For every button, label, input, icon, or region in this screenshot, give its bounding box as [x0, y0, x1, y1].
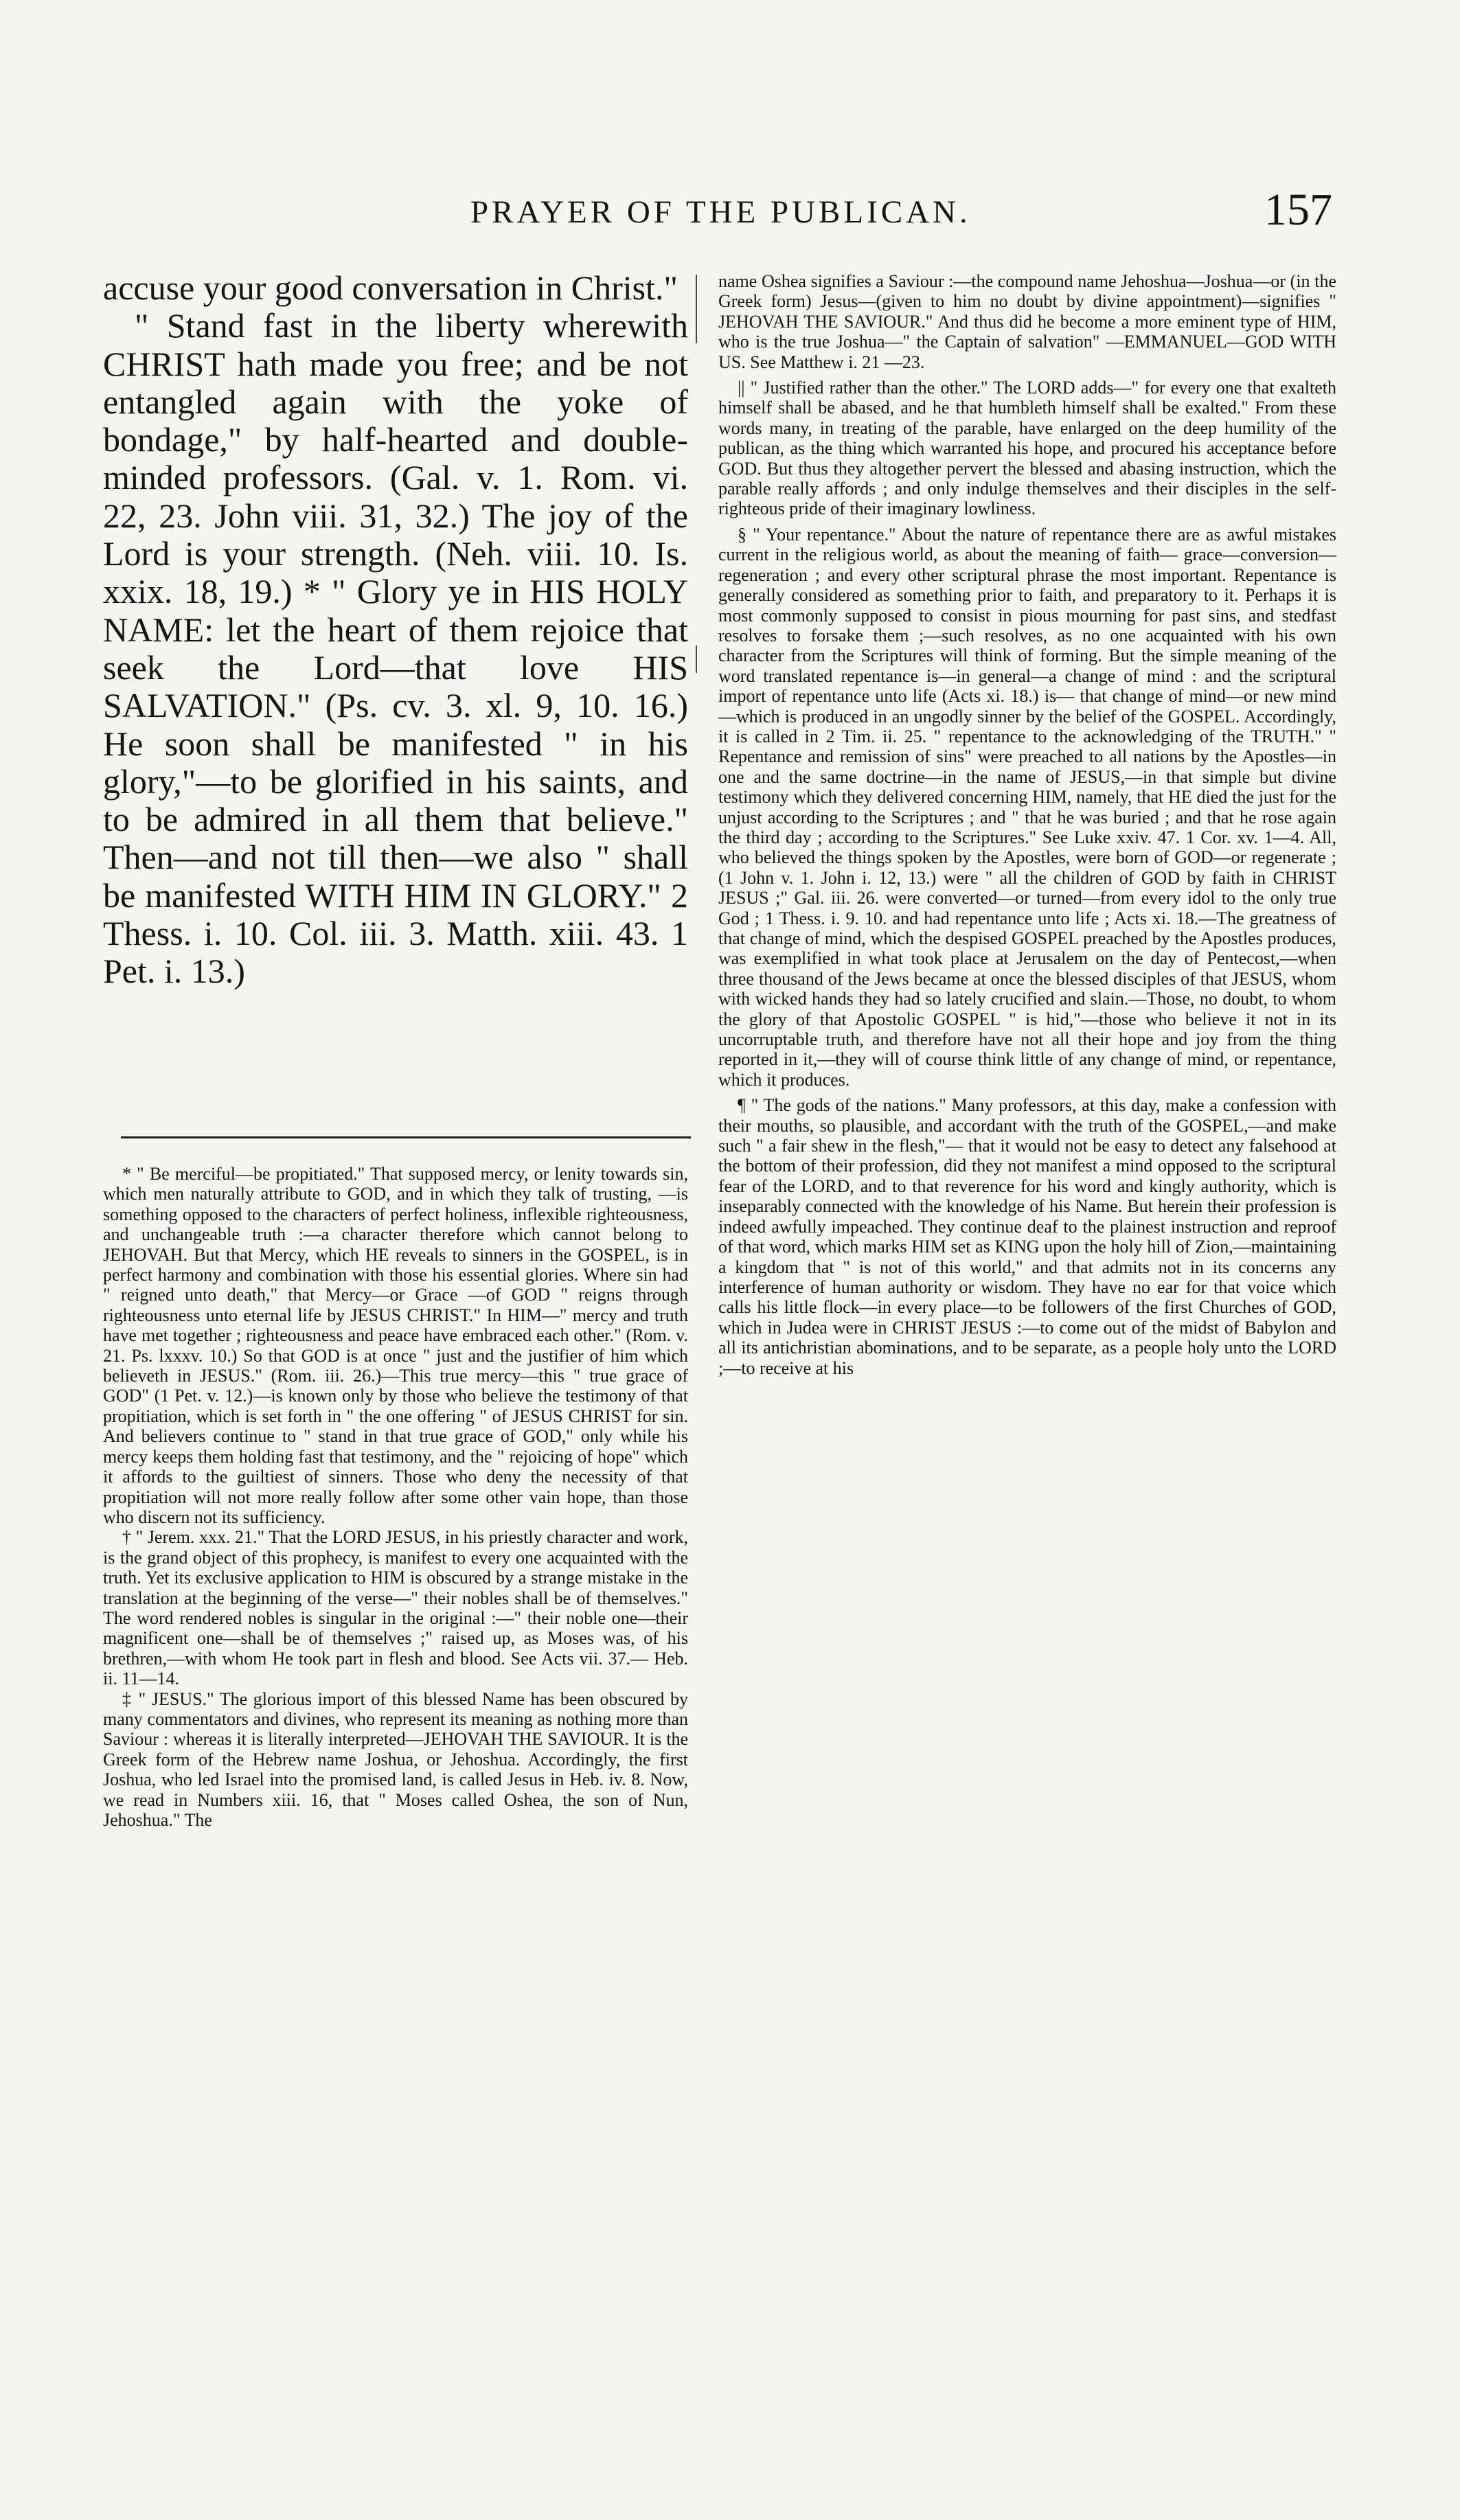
page-header — [103, 185, 1332, 255]
gutter-mark — [696, 275, 701, 343]
main-text-column — [103, 269, 688, 991]
footnotes-right-column — [718, 271, 1336, 1378]
footnote: † " Jerem. xxx. 21." That the LORD JESUS, in his priestly character and work, is the grand object of this prophecy, is manifest to every one acquainted with the truth. Yet its exclusive application to HIM is obscured by a strange mistake in the translation at the beginning of the verse—" their nobles shall be of themselves." The word rendered nobles is singular in the original :—" their noble one—their magnificent one—shall be of themselves ;" raised up, as Moses was, of his brethren,—with whom He took part in flesh and blood. See Acts vii. 37.— Heb. ii. 11—14. — [103, 1527, 688, 1689]
footnotes-left-column — [103, 1164, 688, 1830]
footnote: ¶ " The gods of the nations." Many professors, at this day, make a confession with their mouths, so plausible, and accordant with the truth of the GOSPEL,—and make such " a fair shew in the flesh,"— that it would not be easy to detect any falsehood at the bottom of their profession, did they not manifest a mind opposed to the scriptural fear of the LORD, and to that reverence for his word and kingly authority, which is inseparably connected with the knowledge of his Name. But herein their profession is indeed awfully impeached. They continue deaf to the plainest instruction and reproof of that word, which marks HIM set as KING upon the holy hill of Zion,—maintaining a kingdom that " is not of this world," and that admits not in its concerns any interference of human authority or wisdom. They have no ear for that voice which calls his little flock—in every place—to be followers of the first Churches of GOD, which in Judea were in CHRIST JESUS :—to come out of the midst of Babylon and all its antichristian abominations, and to be separate, as a people holy unto the LORD ;—to receive at his — [718, 1095, 1336, 1378]
footnote: name Oshea signifies a Saviour :—the compound name Jehoshua—Joshua—or (in the Greek form) Jesus—(given to him no doubt by divine appointment)—signifies " JEHOVAH THE SAVIOUR." And thus did he become a more eminent type of HIM, who is the true Joshua—" the Captain of salvation" —EMMANUEL—GOD WITH US. See Matthew i. 21 —23. — [718, 271, 1336, 372]
main-paragraph: accuse your good conversation in Christ." — [103, 268, 678, 307]
footnote-rule — [121, 1136, 691, 1138]
footnote: § " Your repentance." About the nature of repentance there are as awful mistakes current in the religious world, as about the meaning of faith— grace—conversion—regeneration ; and every other scriptural phrase the most important. Repentance is generally considered as something prior to faith, and preparatory to it. Perhaps it is most commonly supposed to consist in pious mourning for past sins, and stedfast resolves to forsake them ;—such resolves, as no one acquainted with his own character from the Scriptures will think of forming. But the simple meaning of the word translated repentance is—in general—a change of mind : and the scriptural import of repentance unto life (Acts xi. 18.) is— that change of mind—or new mind—which is produced in an ungodly sinner by the belief of the GOSPEL. Accordingly, it is called in 2 Tim. ii. 25. " repentance to the acknowledging of the TRUTH." " Repentance and remission of sins" were preached to all nations by the Apostles—in one and the same doctrine—in the name of JESUS,—in that simple but divine testimony which they delivered concerning HIM, namely, that HE died the just for the unjust according to the Scriptures ; and " that he was buried ; and that he rose again the third day ; according to the Scriptures." See Luke xxiv. 47. 1 Cor. xv. 1—4. All, who believed the things spoken by the Apostles, were born of GOD—or regenerate ; (1 John v. 1. John i. 12, 13.) were " all the children of GOD by faith in CHRIST JESUS ;" Gal. iii. 26. were converted—or turned—from every idol to the only true God ; 1 Thess. i. 9. 10. and had repentance unto life ; Acts xi. 18.—The greatness of that change of mind, which the despised GOSPEL preached by the Apostles produces, was exemplified in what took place at Jerusalem on the day of Pentecost,—when three thousand of the Jews became at once the blessed disciples of that JESUS, whom with wicked hands they had so lately crucified and slain.—Those, no doubt, to whom the glory of that Apostolic GOSPEL " is hid,"—those who believe it not in its uncorruptable truth, and therefore have not all their hope and joy from the thing reported in it,—they will of course think little of any change of mind, or repentance, which it produces. — [718, 524, 1336, 1090]
page-number: 157 — [1264, 185, 1332, 235]
footnote: || " Justified rather than the other." The LORD adds—" for every one that exalteth himself shall be abased, and he that humbleth himself shall be exalted." From these words many, in treating of the parable, have enlarged on the deep humility of the publican, as the thing which warranted his hope, and procured his acceptance before GOD. But thus they altogether pervert the blessed and abasing instruction, which the parable really affords ; and only indulge themselves and their disciples in the self-righteous pride of their imaginary lowliness. — [718, 378, 1336, 519]
footnote: ‡ " JESUS." The glorious import of this blessed Name has been obscured by many commentators and divines, who represent its meaning as nothing more than Saviour : whereas it is literally interpreted—JEHOVAH THE SAVIOUR. It is the Greek form of the Hebrew name Joshua, or Jehoshua. Accordingly, the first Joshua, who led Israel into the promised land, is called Jesus in Heb. iv. 8. Now, we read in Numbers xiii. 16, that " Moses called Oshea, the son of Nun, Jehoshua." The — [103, 1688, 688, 1830]
main-paragraph: " Stand fast in the liberty wherewith CHRIST hath made you free; and be not entangled again with the yoke of bondage," by half-hearted and double-minded professors. (Gal. v. 1. Rom. vi. 22, 23. John viii. 31, 32.) The joy of the Lord is your strength. (Neh. viii. 10. Is. xxix. 18, 19.) * " Glory ye in HIS HOLY NAME: let the heart of them rejoice that seek the Lord—that love HIS SALVATION." (Ps. cv. 3. xl. 9, 10. 16.) He soon shall be manifested " in his glory,"—to be glorified in his saints, and to be admired in all them that believe." Then—and not till then—we also " shall be manifested WITH HIM IN GLORY." 2 Thess. i. 10. Col. iii. 3. Matth. xiii. 43. 1 Pet. i. 13.) — [103, 306, 688, 991]
running-title: PRAYER OF THE PUBLICAN. — [470, 194, 971, 230]
footnote: * " Be merciful—be propitiated." That supposed mercy, or lenity towards sin, which men naturally attribute to GOD, and in which they talk of trusting, —is something opposed to the characters of perfect holiness, inflexible righteousness, and unchangeable truth :—a character therefore which cannot belong to JEHOVAH. But that Mercy, which HE reveals to sinners in the GOSPEL, is in perfect harmony and combination with those his essential glories. Where sin had " reigned unto death," that Mercy—or Grace —of GOD " reigns through righteousness unto eternal life by JESUS CHRIST." In HIM—" mercy and truth have met together ; righteousness and peace have embraced each other." (Rom. v. 21. Ps. lxxxv. 10.) So that GOD is at once " just and the justifier of him which believeth in JESUS." (Rom. iii. 26.)—This true mercy—this " true grace of GOD" (1 Pet. v. 12.)—is known only by those who believe the testimony of that propitiation, which is set forth in " the one offering " of JESUS CHRIST for sin. And believers continue to " stand in that true grace of GOD," only while his mercy keeps them holding fast that testimony, and the " rejoicing of hope" which it affords to the guiltiest of sinners. Those who deny the necessity of that propitiation will not more really follow after some other vain hope, than those who discern not its sufficiency. — [103, 1164, 688, 1527]
gutter-mark — [696, 645, 701, 673]
